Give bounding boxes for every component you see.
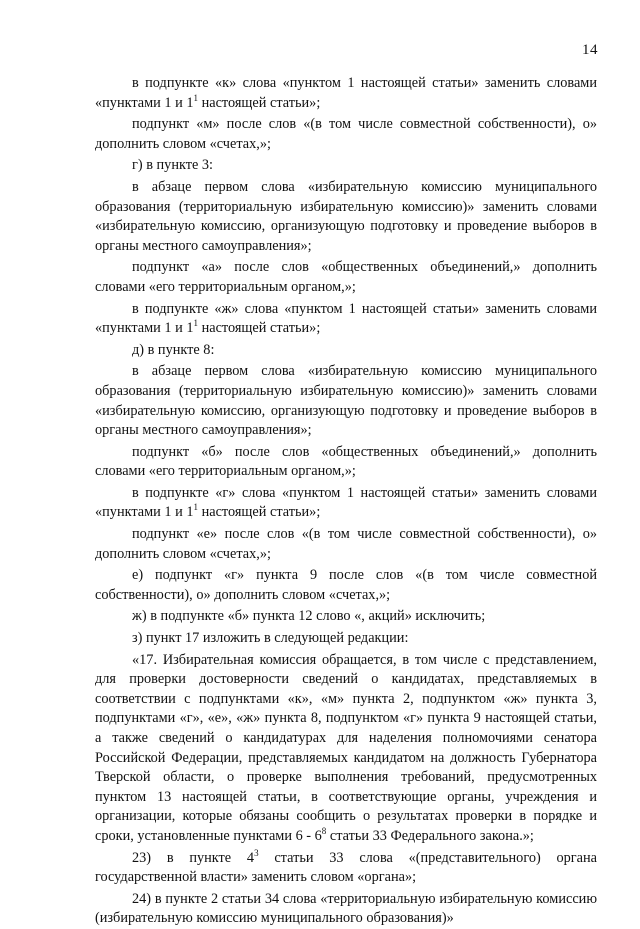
paragraph — [95, 651, 597, 847]
paragraph-text: настоящей статьи»; — [198, 320, 321, 337]
paragraph — [95, 156, 597, 176]
paragraph-text: в подпункте «ж» слова «пунктом 1 настоящей статьи» заменить словами «пунктами 1 и 1 — [95, 300, 597, 337]
paragraph-text: в абзаце первом слова «избирательную комиссию муниципального образования (территориальную избирательную комиссию)» заменить словами «избирательную комиссию, организующую подготовку и проведение выборов в органы местного самоуправления»; — [95, 178, 597, 254]
paragraph-text: в подпункте «г» слова «пунктом 1 настоящей статьи» заменить словами «пунктами 1 и 1 — [95, 484, 597, 521]
paragraph — [95, 566, 597, 605]
paragraph-text: в абзаце первом слова «избирательную комиссию муниципального образования (территориальную избирательную комиссию)» заменить словами «избирательную комиссию, организующую подготовку и проведение выборов в органы местного самоуправления»; — [95, 363, 597, 439]
paragraph — [95, 74, 597, 113]
paragraph — [95, 341, 597, 361]
superscript: 1 — [193, 92, 198, 103]
paragraph — [95, 607, 597, 627]
paragraph-text: д) в пункте 8: — [132, 341, 215, 358]
superscript: 1 — [193, 318, 198, 329]
paragraph — [95, 178, 597, 256]
paragraph-text: е) подпункт «г» пункта 9 после слов «(в том числе совместной собственности), о» дополнить словом «счетах,»; — [95, 567, 597, 603]
superscript: 3 — [254, 847, 259, 858]
paragraph — [95, 362, 597, 440]
paragraph-text: статьи 33 слова «(представительного) органа государственной власти» заменить словом «органа»; — [95, 849, 598, 886]
paragraph-text: 23) в пункте 4 — [132, 849, 255, 866]
paragraph-text: настоящей статьи»; — [198, 94, 321, 111]
paragraph-text: ж) в подпункте «б» пункта 12 слово «, акций» исключить; — [132, 608, 486, 625]
paragraph — [95, 258, 597, 297]
paragraph-text: г) в пункте 3: — [132, 157, 214, 174]
paragraph — [95, 629, 597, 649]
paragraph-text: «17. Избирательная комиссия обращается, в том числе с представлением, для проверки достоверности сведений о кандидатах, представляемых в соответствии с подпунктами «к», «м» пункта 2, подпунктом «ж» пункта 3, подпунктами «г», «е», «ж» пункта 8, подпунктом «г» пункта 9 настоящей статьи, а также сведений о кандидатурах для наделения полномочиями сенатора Российской Федерации, представляемых кандидатом на должность Губернатора Тверской области, о проверке выполнения требований, предусмотренных пунктом 13 настоящей статьи, в соответствующие органы, учреждения и организации, которые обязаны сообщить о результатах проверки в порядке и сроки, установленные пунктами 6 - 6 — [95, 651, 597, 844]
paragraph-text: подпункт «е» после слов «(в том числе совместной собственности), о» дополнить словом «счетах,»; — [95, 526, 597, 562]
paragraph-text: настоящей статьи»; — [198, 504, 321, 521]
paragraph — [95, 443, 597, 482]
paragraph — [95, 890, 597, 929]
paragraph-text: подпункт «а» после слов «общественных объединений,» дополнить словами «его территориальным органом,»; — [95, 259, 597, 295]
paragraph-text: подпункт «м» после слов «(в том числе совместной собственности), о» дополнить словом «счетах,»; — [95, 116, 597, 152]
paragraph-text: 24) в пункте 2 статьи 34 слова «территориальную избирательную комиссию (избирательную комиссию муниципального образования)» — [95, 890, 597, 927]
paragraph — [95, 300, 597, 339]
paragraph-text: подпункт «б» после слов «общественных объединений,» дополнить словами «его территориальным органом,»; — [95, 443, 597, 480]
paragraph — [95, 115, 597, 154]
superscript: 1 — [193, 502, 198, 513]
paragraph-text: статьи 33 Федерального закона.»; — [326, 827, 534, 844]
paragraph — [95, 484, 597, 523]
paragraph — [95, 849, 597, 888]
page-number: 14 — [582, 42, 598, 58]
paragraph — [95, 525, 597, 564]
superscript: 8 — [321, 826, 327, 837]
paragraph-text: з) пункт 17 изложить в следующей редакции: — [132, 630, 409, 647]
document-body — [95, 74, 597, 929]
paragraph-text: в подпункте «к» слова «пунктом 1 настоящей статьи» заменить словами «пунктами 1 и 1 — [95, 75, 597, 111]
